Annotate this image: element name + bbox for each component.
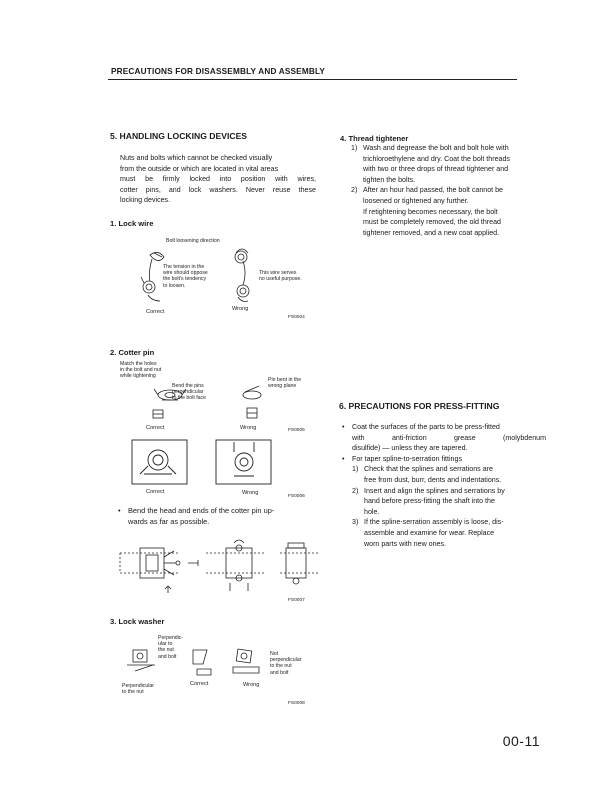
bullet-item	[118, 506, 318, 527]
bullet-line: Bend the head and ends of the cotter pin up-	[128, 506, 275, 515]
perp-line: ular to	[158, 641, 173, 648]
item-line: assemble and examine for wear. Replace	[364, 528, 495, 537]
tension-line: to loosen.	[163, 282, 186, 289]
press-item-2	[352, 486, 546, 518]
cotter-pin-title: 2. Cotter pin	[110, 348, 155, 357]
bullet-text	[352, 422, 546, 454]
item-line: Insert and align the splines and serrations by	[364, 486, 505, 495]
cotter-bullet	[118, 506, 318, 527]
item-line: Wash and degrease the bolt and bolt hole with	[363, 144, 509, 152]
bend-line: to the bolt face	[172, 395, 207, 402]
tension-line: The tension in the	[163, 264, 205, 270]
item-line: hole.	[364, 507, 380, 516]
header-rule	[108, 79, 517, 80]
figure-code-fs0005: FS0005	[288, 428, 305, 433]
thread-tightener-title: 4. Thread tightener	[340, 134, 409, 143]
intro-line: locking devices.	[120, 196, 171, 205]
not-perp-line: and bolt	[270, 669, 289, 676]
press-item-1	[352, 464, 546, 485]
item-line: Check that the splines and serrations are	[364, 465, 493, 474]
item-line: must be completely removed, the old thread	[363, 218, 502, 227]
item-line: free from dust, burr, dents and indentations.	[364, 475, 502, 484]
lock-wire-correct: Correct	[146, 309, 165, 315]
tension-line: wire should oppose	[163, 270, 208, 277]
item-text	[364, 486, 546, 518]
press-bullet-2	[342, 454, 546, 465]
perp-line: the nut	[158, 647, 174, 654]
item-line: After an hour had passed, the bolt cannot be	[363, 186, 504, 195]
thread-tightener-list	[351, 143, 546, 238]
item-number: 3)	[352, 518, 359, 527]
bullet-dot: •	[342, 454, 345, 463]
press-list	[342, 464, 546, 549]
lock-wire-wrong: Wrong	[232, 306, 249, 312]
item-text	[363, 143, 546, 185]
page-header: PRECAUTIONS FOR DISASSEMBLY AND ASSEMBLY	[111, 67, 326, 76]
intro-line: from the outside or which are located in vital areas	[120, 164, 279, 173]
pin-bent-line: Pin bent in the	[268, 377, 302, 383]
section6-content	[342, 422, 546, 549]
thread-item-2	[351, 185, 546, 238]
holes-label	[120, 361, 161, 380]
item-line: tightener removed, and a new coat applied.	[363, 228, 500, 237]
figure-code-fs0007: FS0007	[288, 598, 305, 603]
useless-line: no useful purpose.	[259, 276, 302, 283]
item-line: If retightening becomes necessary, the bolt	[363, 207, 498, 216]
bullet-line: wards as far as possible.	[128, 516, 210, 526]
cotter-pin-bend-figure	[118, 543, 323, 593]
lock-washer-correct: Correct	[190, 681, 209, 687]
useless-label	[259, 270, 302, 282]
item-text	[364, 464, 546, 485]
bend-line: Bend the pins	[172, 383, 204, 389]
cotter-wrong-2: Wrong	[242, 490, 259, 496]
cotter-pin-figure-boxes	[130, 438, 280, 490]
holes-line: in the bolt and nut	[120, 367, 162, 374]
intro-line: Nuts and bolts which cannot be checked visually	[120, 154, 273, 162]
bullet-text: For taper spline-to-serration fittings	[352, 454, 462, 463]
thread-item-1	[351, 143, 546, 185]
pin-bent-label	[268, 377, 301, 389]
page-number: 00-11	[502, 733, 540, 749]
figure-code-fs0006: FS0006	[288, 494, 305, 499]
section6-title: 6. PRECAUTIONS FOR PRESS-FITTING	[339, 401, 500, 411]
useless-line: This wire serves	[259, 270, 297, 276]
item-line: If the spline-serration assembly is loose, dis-	[364, 518, 504, 527]
pin-bent-line: wrong plane	[268, 383, 297, 390]
item-line: hand before press-fitting the shaft into the	[364, 497, 495, 506]
bullet-dot: •	[342, 423, 345, 431]
not-perp-line: to the nut	[270, 663, 292, 670]
not-perp-line: perpendicular	[270, 657, 302, 664]
item-number: 2)	[351, 186, 358, 195]
lock-wire-title: 1. Lock wire	[110, 219, 154, 228]
tension-line: the bolt's tendency	[163, 276, 207, 283]
lock-washer-title: 3. Lock washer	[110, 617, 165, 626]
perp-line: and bolt	[158, 653, 177, 660]
item-line: loosened or tightened any further.	[363, 196, 469, 205]
section5-intro	[120, 153, 316, 206]
perp-line: Perpendic-	[158, 635, 184, 641]
item-line: with two or three drops of thread tightener and	[363, 165, 509, 174]
cotter-correct-2: Correct	[146, 489, 165, 495]
not-perp-line: Not	[270, 651, 279, 657]
lock-washer-figure	[125, 645, 275, 685]
holes-line: Match the holes	[120, 361, 157, 367]
lock-washer-wrong: Wrong	[243, 682, 260, 688]
bullet-text	[128, 506, 318, 527]
cotter-wrong-1: Wrong	[240, 425, 257, 431]
perp-nut-label	[122, 683, 154, 695]
press-bullet-1	[342, 422, 546, 454]
bend-line: perpendicular	[172, 389, 204, 396]
cotter-correct-1: Correct	[146, 425, 165, 431]
figure-code-fs0004: FS0004	[288, 315, 305, 320]
item-text	[364, 517, 546, 549]
section5-title: 5. HANDLING LOCKING DEVICES	[110, 131, 248, 141]
intro-line: cotter pins, and lock washers. Never reuse these	[120, 185, 316, 194]
perp-nut-line: Perpendicular	[122, 683, 155, 689]
item-number: 1)	[352, 465, 359, 474]
bolt-loosening-label: Bolt loosening direction	[166, 238, 220, 244]
cotter-pin-figure-top	[140, 380, 270, 425]
perp-nut-line: to the nut	[122, 689, 144, 696]
item-line: tighten the bolts.	[363, 175, 416, 184]
figure-code-fs0008: FS0008	[288, 701, 305, 706]
bullet-dot: •	[118, 506, 121, 515]
item-line: worn parts with new ones.	[364, 539, 447, 548]
intro-line: must be firmly locked into position with wires,	[120, 175, 316, 184]
tension-label	[163, 264, 208, 289]
item-number: 2)	[352, 486, 359, 495]
item-line: trichloroethylene and dry. Coat the bolt threads	[363, 154, 510, 163]
item-number: 1)	[351, 144, 358, 152]
bullet-line: disulfide) — unless they are tapered.	[352, 444, 468, 453]
press-item-3	[352, 517, 546, 549]
holes-line: while tightening	[120, 373, 156, 380]
bullet-line: with anti-friction grease (molybdenum	[352, 433, 546, 442]
item-text	[363, 185, 546, 238]
bullet-line: Coat the surfaces of the parts to be press-fitted	[352, 423, 500, 431]
